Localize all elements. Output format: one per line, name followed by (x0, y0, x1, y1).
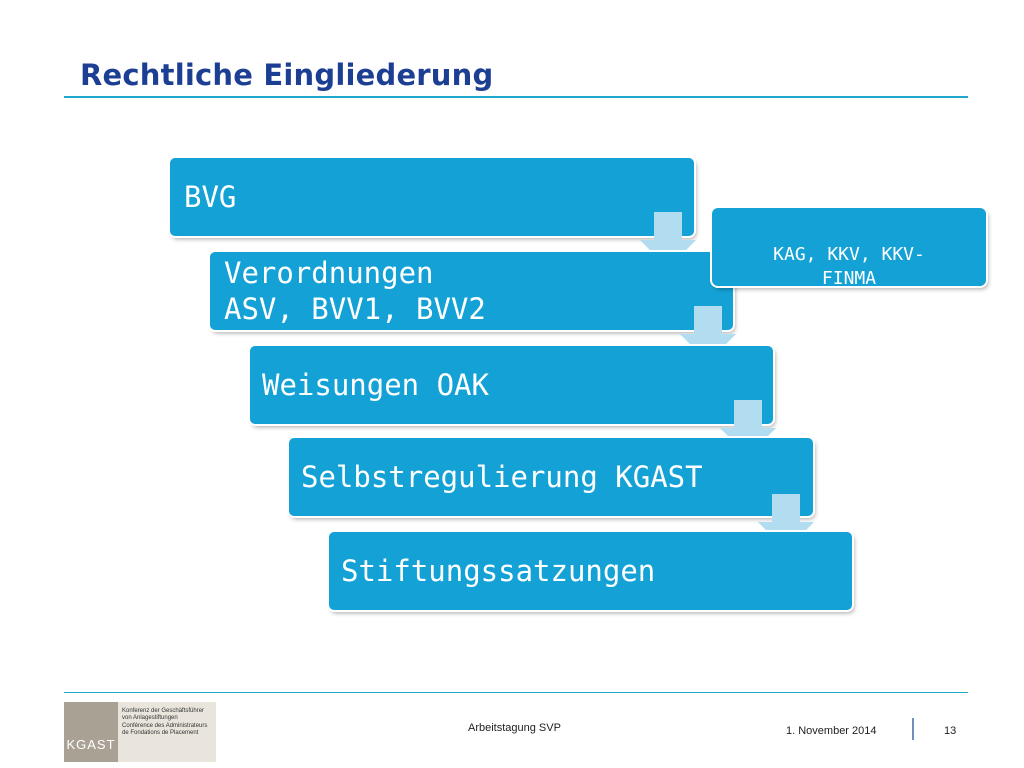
title-divider (64, 96, 968, 98)
logo-text (118, 702, 216, 762)
footer-event: Arbeitstagung SVP (468, 722, 561, 734)
footer-separator (912, 718, 914, 740)
hierarchy-step-verordnungen (210, 252, 733, 330)
hierarchy-step-label: BVG (184, 180, 237, 214)
hierarchy-step-label: Selbstregulierung KGAST (301, 460, 703, 494)
kgast-logo (64, 702, 216, 762)
footer-divider (64, 692, 968, 693)
side-note-kag (712, 208, 986, 289)
hierarchy-step-weisungen (250, 346, 773, 424)
slide-title: Rechtliche Eingliederung (80, 58, 494, 92)
hierarchy-step-label: Weisungen OAK (262, 368, 489, 402)
hierarchy-step-stiftungssatzungen (329, 532, 852, 610)
logo-mark: KGAST (64, 702, 118, 762)
hierarchy-step-selbstregulierung (289, 438, 813, 516)
logo-line: Conférence des Administrateurs (122, 722, 208, 729)
footer-date: 1. November 2014 (786, 725, 877, 737)
hierarchy-step-bvg (170, 158, 694, 236)
hierarchy-step-label: Stiftungssatzungen (341, 554, 656, 588)
logo-line: Konferenz der Geschäftsführer (122, 708, 205, 714)
logo-line: de Fondations de Placement (122, 730, 199, 737)
side-note-label: KAG, KKV, KKV- FINMA (773, 244, 925, 289)
page-number: 13 (944, 725, 957, 737)
hierarchy-step-label: Verordnungen ASV, BVV1, BVV2 (224, 256, 486, 326)
logo-line: von Anlagestiftungen (122, 715, 178, 722)
